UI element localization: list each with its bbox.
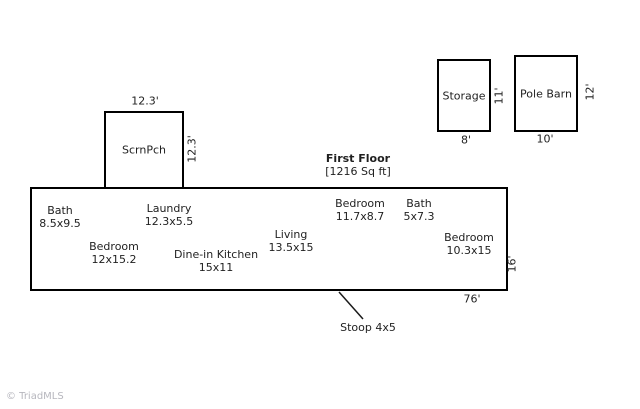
room-dimensions: 10.3x15 <box>446 244 492 257</box>
room-dimensions: 8.5x9.5 <box>39 217 81 230</box>
screened-porch-outline <box>104 111 184 189</box>
room-name: Bedroom <box>444 231 494 244</box>
pole-barn-width-dimension: 10' <box>536 132 554 146</box>
room-bedroom-1 <box>89 240 139 266</box>
room-bath-2 <box>403 197 434 223</box>
room-dimensions: 11.7x8.7 <box>335 210 385 223</box>
porch-height-dimension: 12.3' <box>185 135 199 163</box>
watermark: © TriadMLS <box>6 391 64 402</box>
screened-porch-label: ScrnPch <box>122 143 166 157</box>
floor-title-block <box>325 152 391 178</box>
room-dimensions: 12x15.2 <box>91 253 137 266</box>
room-dimensions: 12.3x5.5 <box>144 215 194 228</box>
storage-width-dimension: 8' <box>460 133 472 147</box>
room-dimensions: 13.5x15 <box>268 241 314 254</box>
room-dine-in-kitchen <box>174 248 258 274</box>
floor-area: [1216 Sq ft] <box>325 165 391 178</box>
room-name: Bedroom <box>335 197 385 210</box>
room-name: Dine-in Kitchen <box>173 248 259 261</box>
room-name: Bath <box>47 204 73 217</box>
room-name: Bedroom <box>89 240 139 253</box>
room-living <box>269 228 314 254</box>
pole-barn-outline <box>514 55 578 132</box>
room-bedroom-3 <box>444 231 494 257</box>
storage-outline <box>437 59 491 132</box>
room-laundry <box>145 202 194 228</box>
room-dimensions: 5x7.3 <box>403 210 435 223</box>
stoop-label: Stoop 4x5 <box>340 321 396 334</box>
main-height-dimension: 16' <box>505 255 519 273</box>
storage-height-dimension: 11' <box>492 87 506 105</box>
room-bedroom-2 <box>335 197 385 223</box>
room-dimensions: 15x11 <box>198 261 234 274</box>
floor-title: First Floor <box>325 152 391 165</box>
room-name: Bath <box>406 197 432 210</box>
storage-label: Storage <box>442 89 486 102</box>
pole-barn-label: Pole Barn <box>520 87 572 100</box>
pole-barn-height-dimension: 12' <box>583 83 597 101</box>
room-name: Laundry <box>146 202 192 215</box>
room-bath-1 <box>39 204 81 230</box>
porch-width-dimension: 12.3' <box>131 94 159 108</box>
room-name: Living <box>274 228 308 241</box>
main-width-dimension: 76' <box>463 292 481 306</box>
